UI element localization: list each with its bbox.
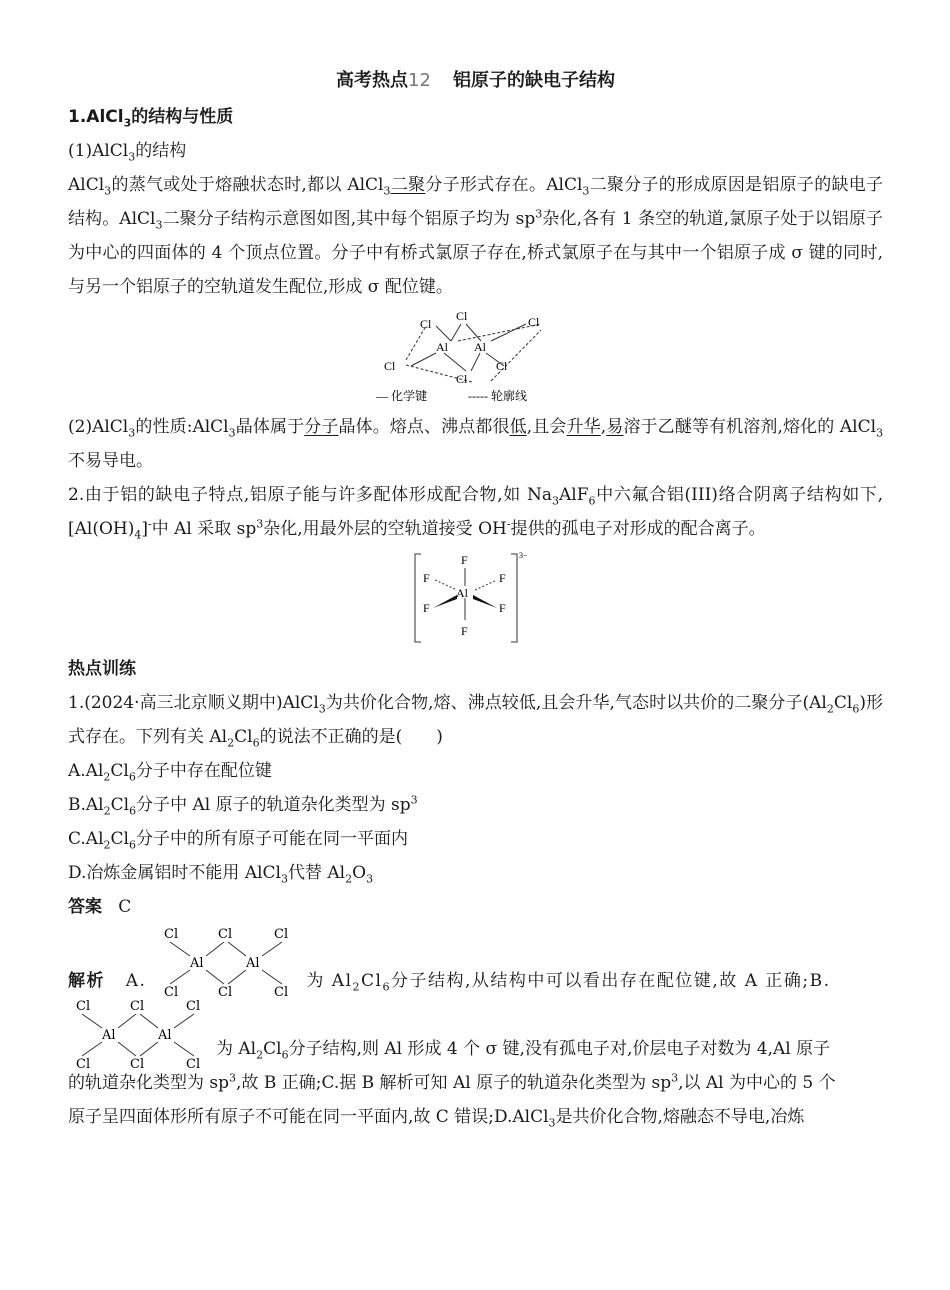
svg-text:Cl: Cl	[383, 359, 395, 373]
svg-text:Cl: Cl	[455, 309, 467, 323]
paragraph-structure: AlCl$_3$的蒸气或处于熔融状态时,都以 AlCl$_3$二聚分子形式存在。AlCl$_3$二聚分子的形成原因是铝原子的缺电子结构。AlCl$_3$二聚分子结构示意图如图,其中每个铝原子均为 $sp^3$杂化,各有 1 条空的轨道,氯原子处于以铝原子为中心的四面体的 4 个顶点位置。分子中有桥式氯原子存在,桥式氯原子在与其中一个铝原子成 σ 键的同时,与另一个铝原子的空轨道发生配位,形成 σ 配位键。	[68, 175, 884, 297]
analysis-row-1	[68, 924, 883, 1000]
svg-text:Al: Al	[102, 1028, 116, 1043]
analysis-text-4: 原子呈四面体形所有原子不可能在同一平面内,故 C 错误;D.AlCl$_3$是共价化合物,熔融态不导电,冶炼	[68, 1107, 805, 1130]
analysis-text-3: 的轨道杂化类型为 $sp^3$,故 B 正确;C.据 B 解析可知 Al 原子的轨道杂化类型为 $sp^3$,以 Al 为中心的 5 个	[68, 1071, 836, 1093]
svg-text:Cl: Cl	[130, 999, 145, 1014]
subsection-heading-1-1: (1)AlCl$_3$的结构	[68, 141, 187, 164]
svg-text:----- 轮廓线: ----- 轮廓线	[467, 389, 527, 403]
paragraph-complexes: 2.由于铝的缺电子特点,铝原子能与许多配体形成配合物,如 $Na_3AlF_6$中六氟合铝(III)络合阴离子结构如下$,[Al(OH)_4]^-$中 Al 采取 $sp^3$杂化,用最外层的空轨道接受 OH-提供的孤电子对形成的配合离子。	[68, 485, 883, 542]
svg-text:Cl: Cl	[130, 1057, 145, 1072]
svg-text:Cl: Cl	[455, 372, 467, 386]
svg-text:F: F	[498, 601, 506, 615]
option-c: $C.Al_2Cl_6$分子中的所有原子可能在同一平面内	[68, 829, 408, 852]
option-b: $B.Al_2Cl_6$分子中 Al 原子的轨道杂化类型为 $sp^3$	[68, 793, 418, 818]
alf6-complex-diagram	[68, 550, 883, 650]
option-a: $A.Al_2Cl_6$分子中存在配位键	[68, 761, 272, 784]
analysis-row-2	[68, 996, 883, 1072]
svg-text:Cl: Cl	[527, 315, 539, 329]
analysis-text-2: 为 $Al_2Cl_6$分子结构,则 Al 形成 4 个 σ 键,没有孤电子对,价层电子对数为 4,Al 原子	[216, 1039, 831, 1062]
svg-text:— 化学键: — 化学键	[375, 389, 427, 403]
title-main: 铝原子的缺电子结构	[452, 70, 615, 91]
alcl3-dimer-diagram	[68, 308, 883, 408]
svg-text:Al: Al	[246, 956, 260, 971]
svg-text:F: F	[460, 553, 468, 567]
svg-text:F: F	[498, 571, 506, 585]
svg-text:F: F	[422, 571, 430, 585]
svg-text:Cl: Cl	[218, 927, 233, 942]
hot-training-heading: 热点训练	[68, 659, 136, 679]
svg-text:Cl: Cl	[186, 999, 201, 1014]
svg-text:Al: Al	[473, 340, 486, 354]
svg-text:F: F	[460, 624, 468, 638]
answer-value: C	[118, 897, 132, 917]
svg-text:Cl: Cl	[164, 927, 179, 942]
svg-text:F: F	[422, 601, 430, 615]
svg-text:Cl: Cl	[495, 359, 507, 373]
svg-text:Cl: Cl	[218, 985, 233, 1000]
title-prefix: 高考热点	[336, 70, 409, 91]
svg-text:Cl: Cl	[274, 927, 289, 942]
document-page	[68, 60, 883, 1134]
section-heading-1: 1.AlCl$_3$的结构与性质	[68, 107, 234, 130]
analysis-text-1: 解析 A. 为 $Al_2Cl_6$分子结构,从结构中可以看出存在配位键,故 A 正确;B.	[68, 971, 831, 994]
answer-label: 答案	[68, 897, 102, 917]
title-number: 12	[408, 70, 431, 91]
paragraph-properties: (2)AlCl$_3$的性质:AlCl$_3$晶体属于分子晶体。熔点、沸点都很低,且会升华,易溶于乙醚等有机溶剂,熔化的 AlCl$_3$不易导电。	[68, 417, 884, 471]
svg-text:Al: Al	[435, 340, 448, 354]
option-d: D.冶炼金属铝时不能用 AlCl$_3$代替 $Al_2O_3$	[68, 863, 374, 886]
svg-text:Cl: Cl	[274, 985, 289, 1000]
question-1-stem: 1.(2024·高三北京顺义期中)AlCl$_3$为共价化合物,熔、沸点较低,且会升华,气态时以共价的二聚分子$(Al_2Cl_6)$形式存在。下列有关 $Al_2Cl_6$的说法不正确的是( )	[68, 693, 883, 750]
answer-line	[68, 890, 883, 924]
svg-text:Al: Al	[190, 956, 204, 971]
svg-text:3−: 3−	[518, 551, 528, 560]
svg-text:Cl: Cl	[419, 317, 431, 331]
svg-text:Cl: Cl	[76, 1057, 91, 1072]
page-title	[68, 66, 883, 92]
svg-text:Al: Al	[158, 1028, 172, 1043]
underlined-term: 二聚	[390, 175, 426, 195]
svg-text:Cl: Cl	[76, 999, 91, 1014]
svg-text:Al: Al	[455, 586, 468, 600]
svg-text:Cl: Cl	[186, 1057, 201, 1072]
svg-text:Cl: Cl	[164, 985, 179, 1000]
